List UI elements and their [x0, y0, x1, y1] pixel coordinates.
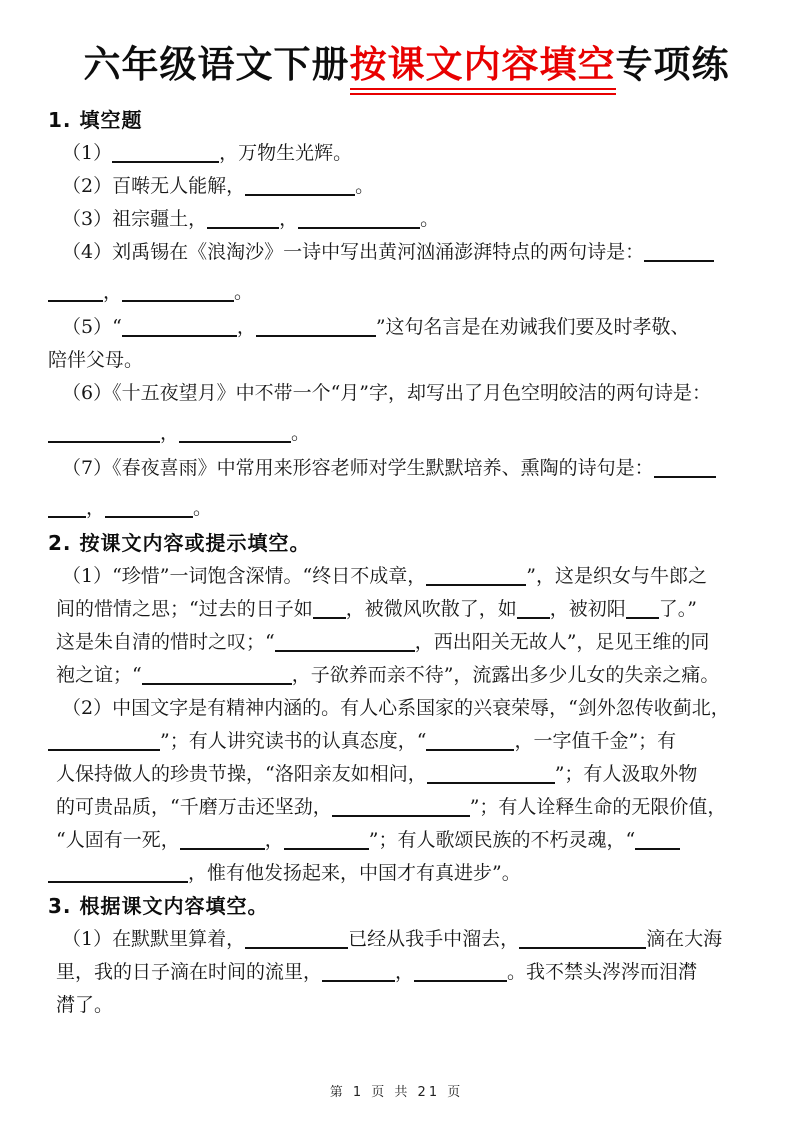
line-text: 。	[193, 497, 213, 519]
line-text: ”；有人讲究读书的认真态度，“	[160, 730, 427, 752]
line-text: （4）刘禹锡在《浪淘沙》一诗中写出黄河汹涌澎湃特点的两句诗是：	[62, 241, 645, 263]
line-text: （2）中国文字是有精神内涵的。有人心系国家的兴衰荣辱，“剑外忽传收蓟北，	[62, 697, 730, 719]
fill-blank	[48, 286, 103, 302]
fill-blank	[275, 636, 415, 652]
line-text: 。	[234, 281, 254, 303]
line-text: ，	[264, 829, 284, 851]
line-text: ，一字值千金”；有	[514, 730, 677, 752]
worksheet-line	[48, 791, 765, 824]
section-heading: 3. 根据课文内容填空。	[48, 894, 269, 918]
line-text: （5）“	[62, 316, 122, 338]
line-text: 里，我的日子滴在时间的流里，	[56, 961, 323, 983]
line-text: ，子欲养而亲不待”，流露出多少儿女的失亲之痛。	[291, 664, 720, 686]
line-text: 袍之谊；“	[56, 664, 142, 686]
worksheet-line	[48, 417, 765, 450]
worksheet-line	[48, 311, 765, 344]
line-text: 已经从我手中溜去，	[348, 928, 520, 950]
fill-blank	[112, 147, 219, 163]
fill-blank	[142, 669, 292, 685]
line-text: 人保持做人的珍贵节操，“洛阳亲友如相问，	[56, 763, 427, 785]
worksheet-line	[48, 276, 765, 309]
fill-blank	[48, 867, 188, 883]
worksheet-line	[48, 170, 765, 203]
worksheet-line	[48, 452, 765, 485]
page-number: 第 1 页 共 21 页	[329, 1085, 464, 1100]
line-text: ，被初阳	[549, 598, 626, 620]
line-text: 滴在大海	[646, 928, 723, 950]
line-text: ，被微风吹散了，如	[345, 598, 517, 620]
title-prefix: 六年级语文下册	[83, 43, 350, 86]
line-text: 。	[291, 422, 311, 444]
line-text: ，	[103, 281, 123, 303]
fill-blank	[654, 462, 716, 478]
fill-blank	[313, 603, 346, 619]
fill-blank	[256, 321, 376, 337]
line-text: 。	[420, 208, 440, 230]
line-text: ，	[279, 208, 299, 230]
line-text: ，惟有他发扬起来，中国才有真进步”。	[188, 862, 521, 884]
line-text: 这是朱自清的惜时之叹；“	[56, 631, 275, 653]
worksheet-line	[48, 236, 765, 269]
line-text: ”；有人诠释生命的无限价值，	[469, 796, 727, 818]
worksheet-line	[48, 560, 765, 593]
fill-blank	[207, 213, 279, 229]
line-text: ，	[236, 316, 256, 338]
fill-blank	[48, 735, 160, 751]
line-text: （7）《春夜喜雨》中常用来形容老师对学生默默培养、熏陶的诗句是：	[62, 457, 654, 479]
worksheet-line	[48, 692, 765, 725]
line-text: （1）在默默里算着，	[62, 928, 246, 950]
fill-blank	[626, 603, 659, 619]
title-suffix: 专项练	[615, 43, 730, 86]
worksheet-line	[48, 857, 765, 890]
line-text: ”，这是织女与牛郎之	[526, 565, 707, 587]
line-text: ，	[160, 422, 180, 444]
fill-blank	[644, 246, 714, 262]
fill-blank	[519, 933, 646, 949]
section	[48, 890, 765, 1022]
line-text: ，西出阳关无故人”，足见王维的同	[414, 631, 710, 653]
fill-blank	[322, 966, 395, 982]
line-text: 潸了。	[56, 994, 114, 1016]
fill-blank	[245, 933, 348, 949]
worksheet-line	[48, 377, 765, 410]
sections	[48, 104, 765, 1022]
line-text: ，	[395, 961, 415, 983]
line-text: ”；有人汲取外物	[554, 763, 698, 785]
fill-blank	[180, 834, 265, 850]
worksheet-line	[48, 923, 765, 956]
fill-blank	[284, 834, 369, 850]
section	[48, 527, 765, 890]
section	[48, 104, 765, 525]
worksheet-line	[48, 758, 765, 791]
line-text: ，万物生光辉。	[219, 142, 353, 164]
fill-blank	[426, 735, 514, 751]
fill-blank	[427, 768, 555, 784]
fill-blank	[635, 834, 680, 850]
worksheet-line	[48, 593, 765, 626]
fill-blank	[48, 427, 160, 443]
worksheet-line	[48, 203, 765, 236]
worksheet-line	[48, 137, 765, 170]
title-highlight: 按课文内容填空	[350, 43, 616, 95]
line-text: （3）祖宗疆土，	[62, 208, 208, 230]
worksheet-line	[48, 824, 765, 857]
page-footer	[0, 1081, 793, 1100]
worksheet-line	[48, 626, 765, 659]
line-text: 。	[355, 175, 375, 197]
line-text: 了。”	[658, 598, 697, 620]
line-text: ”这句名言是在劝诫我们要及时孝敬、	[375, 316, 690, 338]
worksheet-line	[48, 344, 765, 377]
line-text: ”；有人歌颂民族的不朽灵魂，“	[368, 829, 636, 851]
worksheet-line	[48, 956, 765, 989]
line-text: （1）	[62, 142, 113, 164]
worksheet-line	[48, 659, 765, 692]
worksheet-line	[48, 989, 765, 1022]
fill-blank	[298, 213, 420, 229]
line-text: （1）“珍惜”一词饱含深情。“终日不成章，	[62, 565, 427, 587]
page-title	[48, 34, 765, 88]
section-heading: 1. 填空题	[48, 108, 143, 132]
section-heading: 2. 按课文内容或提示填空。	[48, 531, 311, 555]
line-text: “人固有一死，	[56, 829, 180, 851]
fill-blank	[332, 801, 470, 817]
fill-blank	[122, 286, 234, 302]
fill-blank	[48, 502, 86, 518]
worksheet-line	[48, 492, 765, 525]
line-text: （6）《十五夜望月》中不带一个“月”字，却写出了月色空明皎洁的两句诗是：	[62, 382, 712, 404]
fill-blank	[414, 966, 507, 982]
line-text: ，	[86, 497, 106, 519]
line-text: 间的惜情之思；“过去的日子如	[56, 598, 313, 620]
fill-blank	[517, 603, 550, 619]
line-text: 陪伴父母。	[48, 349, 144, 371]
fill-blank	[245, 180, 355, 196]
fill-blank	[122, 321, 237, 337]
worksheet-line	[48, 725, 765, 758]
fill-blank	[179, 427, 291, 443]
line-text: 的可贵品质，“千磨万击还坚劲，	[56, 796, 332, 818]
fill-blank	[426, 570, 526, 586]
fill-blank	[105, 502, 193, 518]
line-text: 。我不禁头涔涔而泪潸	[507, 961, 698, 983]
line-text: （2）百啭无人能解，	[62, 175, 246, 197]
